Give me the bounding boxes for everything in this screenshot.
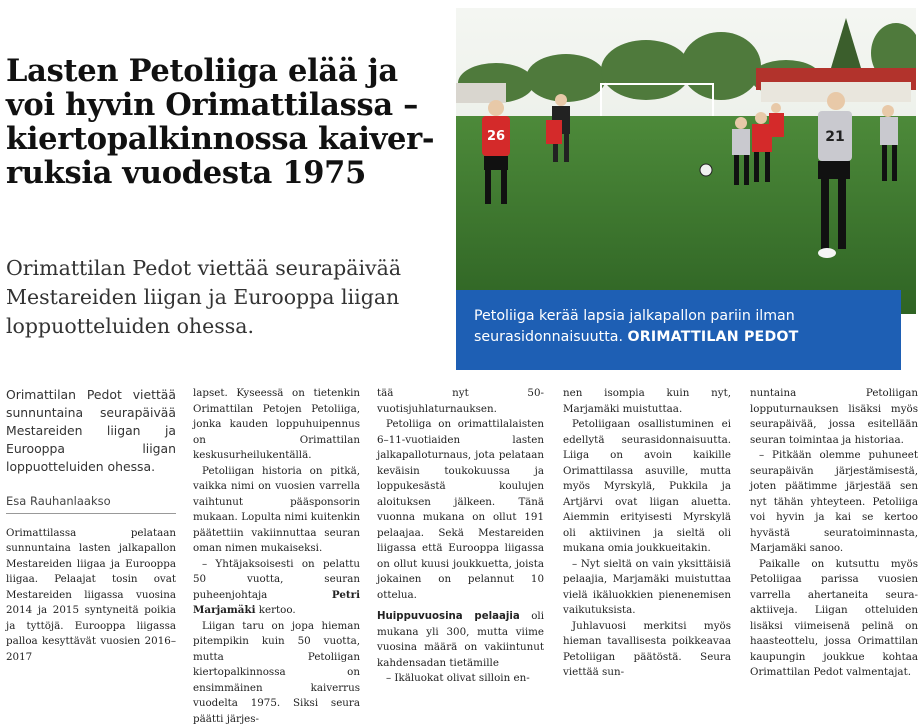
ball [700,164,712,176]
paragraph: nen isompia kuin nyt, Marjamäki muistuttaa. [563,386,731,417]
column-1 [6,386,176,665]
inline-subhead: Huippuvuosina pelaajia [377,611,520,622]
subheadline: Orimattilan Pedot viettää seurapäivää Mestareiden liigan ja Eurooppa liigan loppuotteluiden ohessa. [6,254,436,341]
column-2 [193,386,360,727]
paragraph-text: oli mukana yli 300, mutta viime vuosina määrä on vakiintunut kahdensadan tietämille [377,610,544,669]
paragraph: lapset. Kyseessä on tietenkin Orimattilan Petojen Petoliiga, jonka kauden loppuhuipennus on Orimattilan keskusurheilukentällä. [193,386,360,464]
paragraph: Paikalle on kutsuttu myös Petoliigaa parissa vuosien varrella ahertaneita seura-aktiiveja. Liigan otteluiden lisäksi viimeisenä pelinä on haasteottelu, jossa Orimattilan kaupungin joukkue kohtaa Orimattilan Pedot valmentajat. [750,557,918,681]
paragraph: Juhlavuosi merkitsi myös hieman tavallisesta poikkeavaa Petoliigan päätöstä. Seura viettää sun- [563,619,731,681]
byline: Esa Rauhanlaakso [6,494,176,514]
paragraph: tää nyt 50-vuotisjuhlaturnauksen. [377,386,544,417]
quote-text: – Yhtäjaksoisesti on pelattu 50 vuotta, seuran puheenjohtaja [193,558,360,601]
paragraph: nuntaina Petoliigan lopputurnauksen lisäksi myös seurapäivää, jossa esitellään seuran toimintaa ja historiaa. [750,386,918,448]
paragraph: Petoliigaan osallistuminen ei edellytä seurasidonnaisuutta. Liiga on avoin kaikille Orimattilassa asuville, mutta myös Myrskylä, Pukkila ja Artjärvi ovat liigan aluetta. Aiemmin erityisesti Myrskylä oli aktiivinen ja sieltä oli mukana omia joukkueitakin. [563,417,731,557]
person-name: Petri Marjamäki [193,589,360,617]
paragraph: Petoliiga on orimattilalaisten 6–11-vuotiaiden lasten jalkapalloturnaus, jota pelataan keväisin toukokuussa ja loppukesästä koulujen aloituksen jälkeen. Tänä vuonna mukana on ollut 191 pelaajaa. Sekä Mestareiden liigassa että Eurooppa liigassa on ollut kuusi joukkuetta, joista jokainen on pelannut 10 ottelua. [377,417,544,603]
column-3 [377,386,544,687]
paragraph: Orimattilassa pelataan sunnuntaina lasten jalkapallon Mestareiden liigaa ja Eurooppa liigaa. Pelaajat tosin ovat Mestareiden liigassa vuosina 2014 ja 2015 syntyneitä poikia ja tyttöjä. Eurooppa liigassa palloa kesyttävät vuosien 2016–2017 [6,526,176,666]
photo-caption [456,290,901,370]
photo-credit: ORIMATTILAN PEDOT [628,329,799,345]
paragraph-subhead [377,609,544,671]
paragraph: – Ikäluokat olivat silloin en- [377,671,544,687]
quote-text: kertoo. [256,604,296,616]
column-5 [750,386,918,681]
paragraph-quote [193,557,360,619]
paragraph: – Pitkään olemme puhuneet seurapäivän järjestämisestä, joten päätimme järjestää sen nyt tähän yhteyteen. Petoliiga voi hyvin ja kai se kertoo hyvästä seuratoiminnasta, Marjamäki sanoo. [750,448,918,557]
svg-text:26: 26 [487,129,505,144]
headline: Lasten Petoliiga elää ja voi hyvin Orimattilassa – kiertopalkinnossa kaiver-ruksia vuodesta 1975 [6,54,451,190]
paragraph: Petoliigan historia on pitkä, vaikka nimi on vuosien varrella vaihtunut pääsponsorin mukaan. Lopulta nimi kuitenkin päätettiin vakiinnuttaa seuran oman nimen mukaiseksi. [193,464,360,557]
column-4 [563,386,731,681]
svg-text:21: 21 [825,129,844,145]
caption-text: Petoliiga kerää lapsia jalkapallon pariin ilman seurasidonnaisuutta. [474,308,795,345]
lead-paragraph: Orimattilan Pedot viettää sunnuntaina seurapäivää Mestareiden liigan ja Eurooppa liigan loppuotteluiden ohessa. [6,386,176,476]
paragraph: – Nyt sieltä on vain yksittäisiä pelaajia, Marjamäki muistuttaa vielä ikäluokkien pienenemisen vaikutuksista. [563,557,731,619]
paragraph: Liigan taru on jopa hieman pitempikin kuin 50 vuotta, mutta Petoliigan kiertopalkinnossa on ensimmäinen kaiverrus vuodelta 1975. Siksi seura päätti järjes- [193,619,360,727]
football-photo [456,8,916,314]
